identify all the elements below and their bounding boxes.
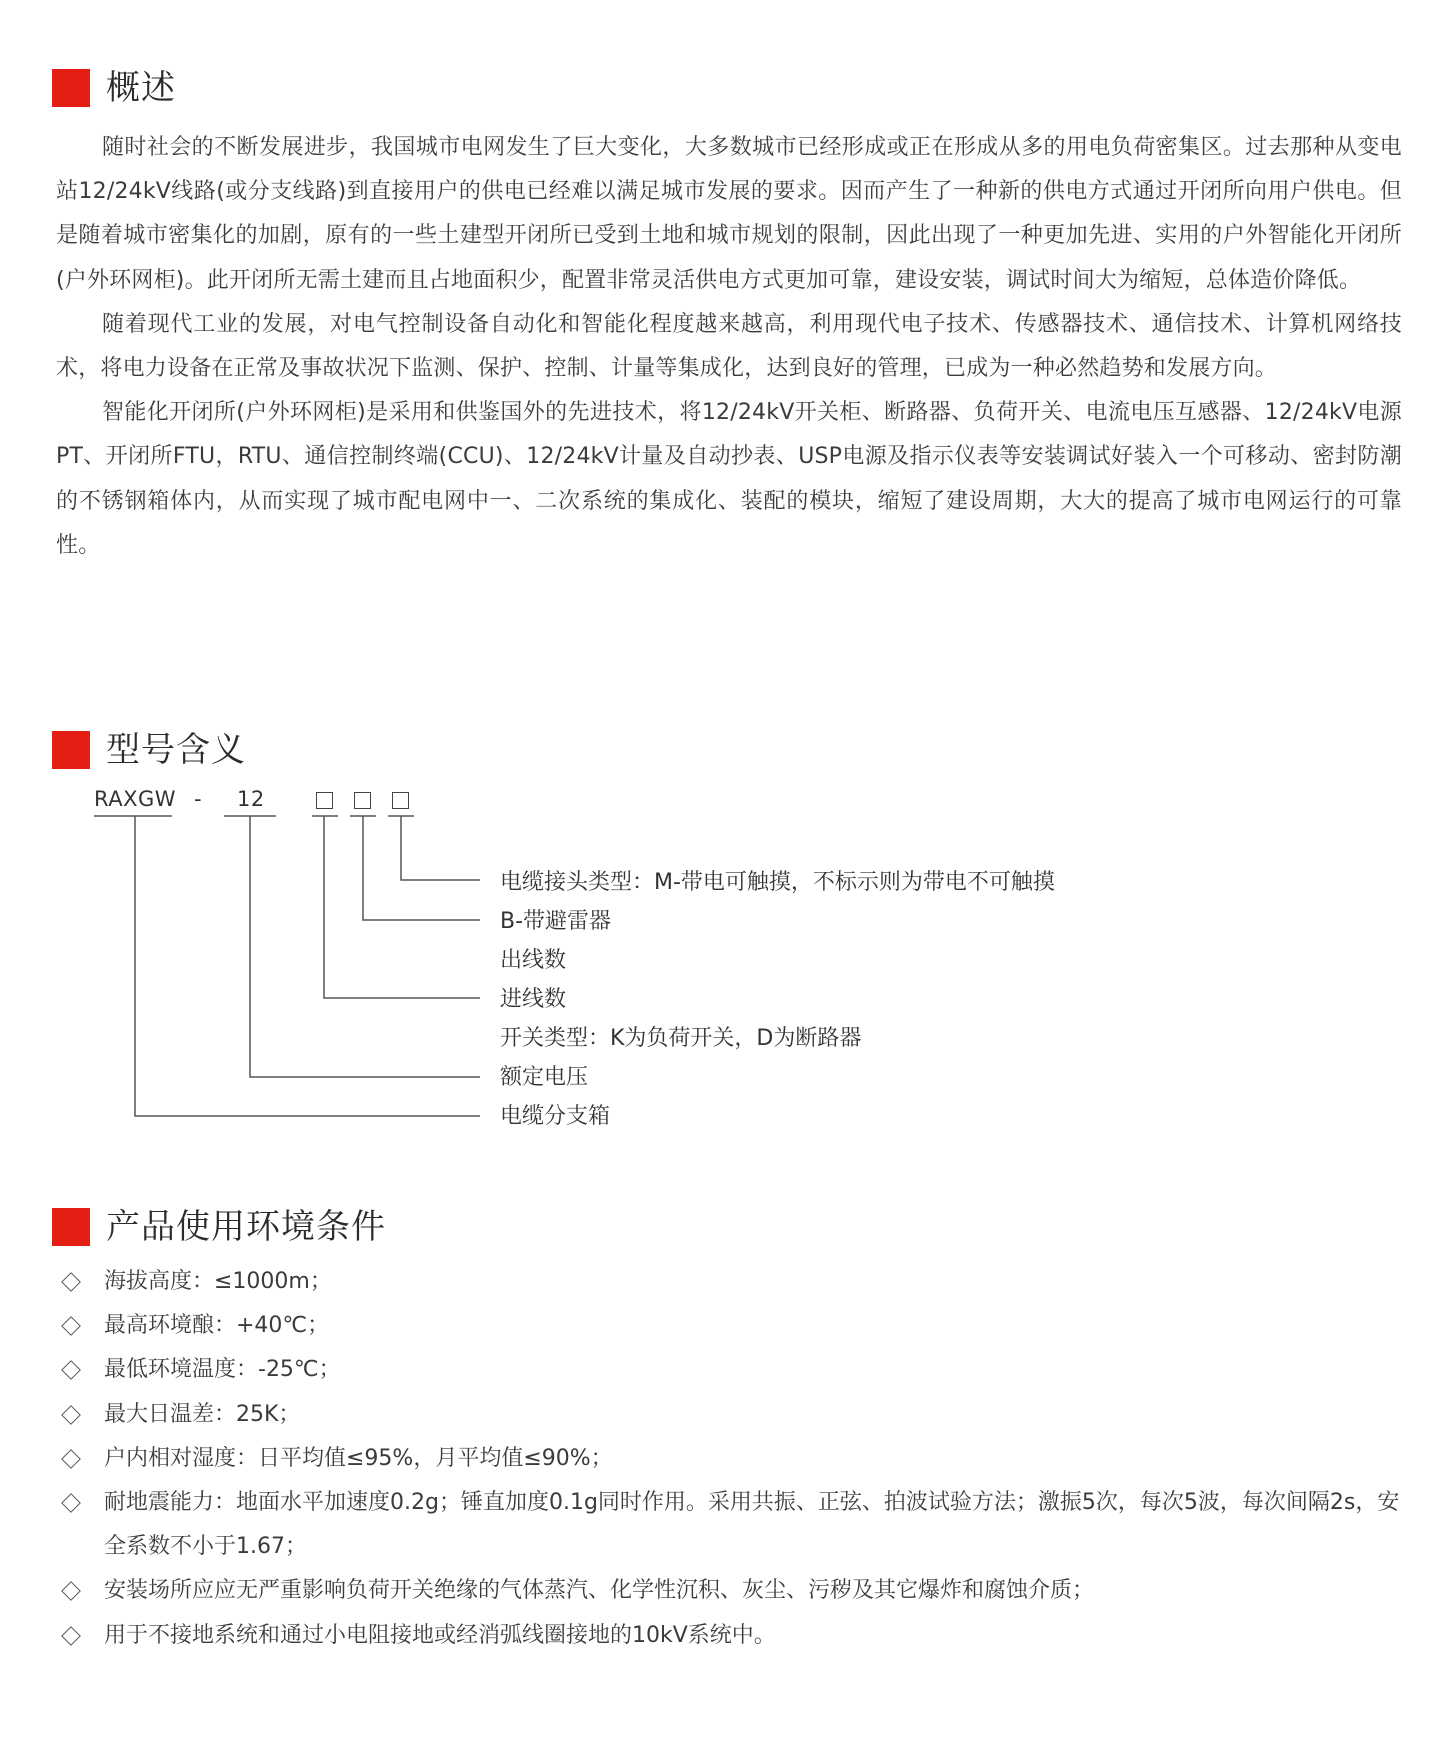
model-label: B-带避雷器	[500, 909, 612, 934]
model-label: 电缆接头类型：M-带电可触摸，不标示则为带电不可触摸	[500, 870, 1055, 895]
red-square-icon	[52, 1208, 90, 1246]
list-item: 最大日温差：25K；	[56, 1393, 1416, 1437]
list-item: 耐地震能力：地面水平加速度0.2g；锤直加度0.1g同时作用。采用共振、正弦、拍波试验方法；激振5次，每次5波，每次间隔2s，安全系数不小于1.67；	[56, 1481, 1416, 1569]
diamond-bullet-icon	[61, 1582, 81, 1602]
model-label: 出线数	[500, 948, 567, 973]
model-diagram	[0, 780, 1440, 1140]
list-item: 最高环境酿：+40℃；	[56, 1304, 1416, 1348]
environment-list	[56, 1260, 1416, 1658]
diamond-bullet-icon	[61, 1361, 81, 1381]
section-title: 产品使用环境条件	[106, 1207, 386, 1247]
diamond-bullet-icon	[61, 1493, 81, 1513]
diamond-bullet-icon	[61, 1626, 81, 1646]
diamond-bullet-icon	[61, 1272, 81, 1292]
red-square-icon	[52, 69, 90, 107]
diamond-bullet-icon	[61, 1449, 81, 1469]
paragraph: 随时社会的不断发展进步，我国城市电网发生了巨大变化，大多数城市已经形成或正在形成从多的用电负荷密集区。过去那种从变电站12/24kV线路(或分支线路)到直接用户的供电已经难以满足城市发展的要求。因而产生了一种新的供电方式通过开闭所向用户供电。但是随着城市密集化的加剧，原有的一些土建型开闭所已受到土地和城市规划的限制，因此出现了一种更加先进、实用的户外智能化开闭所(户外环网柜)。此开闭所无需土建而且占地面积少，配置非常灵活供电方式更加可靠，建设安装，调试时间大为缩短，总体造价降低。	[56, 135, 1402, 293]
paragraph: 智能化开闭所(户外环网柜)是采用和供鉴国外的先进技术，将12/24kV开关柜、断路器、负荷开关、电流电压互感器、12/24kV电源PT、开闭所FTU，RTU、通信控制终端(CCU)、12/24kV计量及自动抄表、USP电源及指示仪表等安装调试好装入一个可移动、密封防潮的不锈钢箱体内，从而实现了城市配电网中一、二次系统的集成化、装配的模块，缩短了建设周期，大大的提高了城市电网运行的可靠性。	[56, 400, 1402, 558]
list-item: 安装场所应应无严重影响负荷开关绝缘的气体蒸汽、化学性沉积、灰尘、污秽及其它爆炸和腐蚀介质；	[56, 1569, 1416, 1613]
section-overview-header	[52, 68, 176, 108]
model-label: 电缆分支箱	[500, 1104, 611, 1129]
list-item: 海拔高度：≤1000m；	[56, 1260, 1416, 1304]
red-square-icon	[52, 731, 90, 769]
list-item: 户内相对湿度：日平均值≤95%，月平均值≤90%；	[56, 1437, 1416, 1481]
section-title: 型号含义	[106, 730, 246, 770]
section-environment-header	[52, 1207, 386, 1247]
overview-body	[56, 126, 1402, 568]
model-code-prefix: RAXGW	[94, 787, 177, 811]
diamond-bullet-icon	[61, 1316, 81, 1336]
model-code-dash: -	[194, 787, 203, 811]
model-label: 额定电压	[500, 1065, 589, 1090]
diamond-bullet-icon	[61, 1405, 81, 1425]
model-label: 开关类型：K为负荷开关，D为断路器	[500, 1026, 862, 1051]
section-title: 概述	[106, 68, 176, 108]
paragraph: 随着现代工业的发展，对电气控制设备自动化和智能化程度越来越高，利用现代电子技术、传感器技术、通信技术、计算机网络技术，将电力设备在正常及事故状况下监测、保护、控制、计量等集成化，达到良好的管理，已成为一种必然趋势和发展方向。	[56, 311, 1402, 382]
model-bracket-lines	[0, 780, 1440, 1140]
model-code-voltage: 12	[237, 787, 265, 811]
list-item: 用于不接地系统和通过小电阻接地或经消弧线圈接地的10kV系统中。	[56, 1614, 1416, 1658]
list-item: 最低环境温度：-25℃；	[56, 1348, 1416, 1392]
section-model-header	[52, 730, 246, 770]
model-label: 进线数	[500, 987, 567, 1012]
